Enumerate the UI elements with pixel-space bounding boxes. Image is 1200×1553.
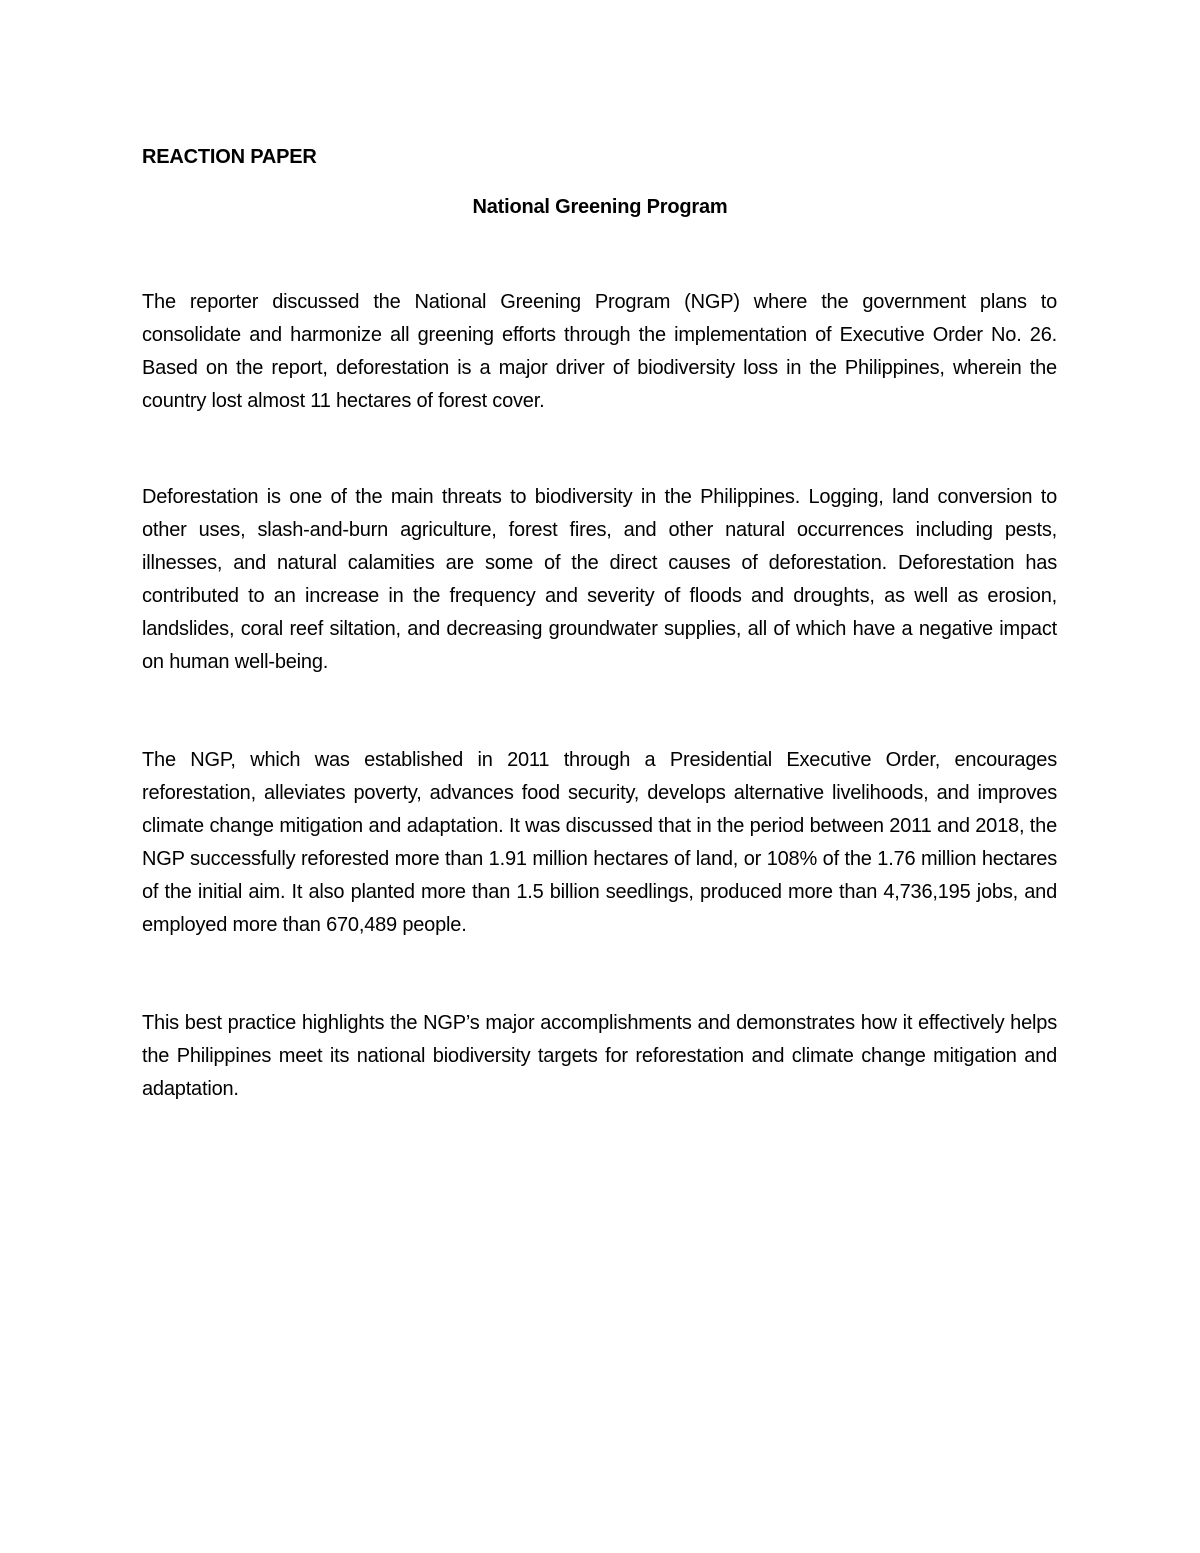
document-title: National Greening Program: [472, 196, 728, 218]
paragraph-1: The reporter discussed the National Greening Program (NGP) where the government plans to consolidate and harmonize all greening efforts through the implementation of Executive Order No. 26. Based on the report, deforestation is a major driver of biodiversity loss in the Philippines, wherein the country lost almost 11 hectares of forest cover.: [142, 291, 1057, 412]
paragraph-4: This best practice highlights the NGP’s major accomplishments and demonstrates how it effectively helps the Philippines meet its national biodiversity targets for reforestation and climate change mitigation and adaptation.: [142, 1012, 1057, 1100]
document-label: REACTION PAPER: [142, 146, 317, 168]
paragraph-3: The NGP, which was established in 2011 through a Presidential Executive Order, encourages reforestation, alleviates poverty, advances food security, develops alternative livelihoods, and improves climate change mitigation and adaptation. It was discussed that in the period between 2011 and 2018, the NGP successfully reforested more than 1.91 million hectares of land, or 108% of the 1.76 million hectares of the initial aim. It also planted more than 1.5 billion seedlings, produced more than 4,736,195 jobs, and employed more than 670,489 people.: [142, 749, 1057, 936]
paragraph-2: Deforestation is one of the main threats to biodiversity in the Philippines. Logging, land conversion to other uses, slash-and-burn agriculture, forest fires, and other natural occurrences including pests, illnesses, and natural calamities are some of the direct causes of deforestation. Deforestation has contributed to an increase in the frequency and severity of floods and droughts, as well as erosion, landslides, coral reef siltation, and decreasing groundwater supplies, all of which have a negative impact on human well-being.: [142, 486, 1057, 673]
